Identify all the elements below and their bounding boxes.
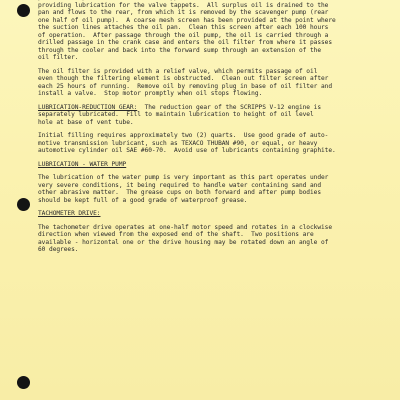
paragraph-tachometer <box>38 224 390 254</box>
paragraph-reduction-gear <box>38 104 390 127</box>
text-line: The lubrication of the water pump is very important as this part operates under <box>38 174 329 181</box>
text-line: providing lubrication for the valve tappets. All surplus oil is drained to the <box>38 1 329 9</box>
text-line: automotive cylinder oil SAE #60-70. Avoid use of lubricants containing graphite. <box>38 147 336 154</box>
text-line: separately lubricated. Fill to maintain lubrication to height of oil level <box>38 111 314 118</box>
document-body <box>38 0 390 254</box>
text-line: oil filter. <box>38 54 79 61</box>
section-heading-line <box>38 104 390 112</box>
binder-hole-middle <box>17 198 30 211</box>
text-line: through the cooler and back into the forward sump through an extension of the <box>38 46 321 54</box>
text-line: install a valve. Stop motor promptly when oil stops flowing. <box>38 90 263 97</box>
paragraph-oil-circulation <box>38 0 390 62</box>
section-heading: TACHOMETER DRIVE: <box>38 210 101 217</box>
text-line: Initial filling requires approximately two (2) quarts. Use good grade of auto- <box>38 132 329 139</box>
text-line: available - horizontal one or the drive housing may be rotated down an angle of <box>38 238 329 246</box>
paragraph-initial-filling <box>38 132 390 155</box>
text-line: motive transmission lubricant, such as TEXACO THUBAN #90, or equal, or heavy <box>38 139 318 147</box>
binder-hole-bottom <box>17 376 30 389</box>
text-line: other abrasive matter. The grease cups on both forward and after pump bodies <box>38 189 321 196</box>
section-heading: LUBRICATION - WATER PUMP <box>38 160 127 168</box>
text-line: The oil filter is provided with a relief valve, which permits passage of oil <box>38 67 318 75</box>
text-line: one half of oil pump). A coarse mesh screen has been provided at the point where <box>38 16 336 24</box>
text-line: even though the filtering element is obstructed. Clean out filter screen after <box>38 75 329 82</box>
text-line: direction when viewed from the exposed end of the shaft. Two positions are <box>38 231 314 238</box>
paragraph-water-pump <box>38 174 390 204</box>
paragraph-oil-filter <box>38 68 390 98</box>
text-line-rest: The reduction gear of the SCRIPPS V-12 engine is <box>137 103 321 111</box>
binder-hole-top <box>17 4 30 17</box>
text-line: should be kept full of a good grade of waterproof grease. <box>38 196 248 204</box>
paragraph-tachometer-heading <box>38 210 390 218</box>
text-line: of operation. After passage through the oil pump, the oil is carried through a <box>38 31 329 39</box>
text-line: 60 degrees. <box>38 246 79 253</box>
section-heading: LUBRICATION-REDUCTION GEAR: <box>38 103 138 111</box>
paragraph-water-pump-heading <box>38 161 390 169</box>
text-line: the suction lines attaches the oil pan. Clean this screen after each 100 hours <box>38 24 329 31</box>
text-line: The tachometer drive operates at one-half motor speed and rotates in a clockwise <box>38 223 333 231</box>
text-line: hole at base of vent tube. <box>38 118 134 126</box>
text-line: pan and flows to the rear, from which it is removed by the scavenger pump (rear <box>38 9 329 16</box>
text-line: drilled passage in the crank case and enters the oil filter from where it passes <box>38 39 333 46</box>
text-line: each 25 hours of running. Remove oil by removing plug in base of oil filter and <box>38 82 333 90</box>
text-line: very severe conditions, it being required to handle water containing sand and <box>38 181 321 189</box>
